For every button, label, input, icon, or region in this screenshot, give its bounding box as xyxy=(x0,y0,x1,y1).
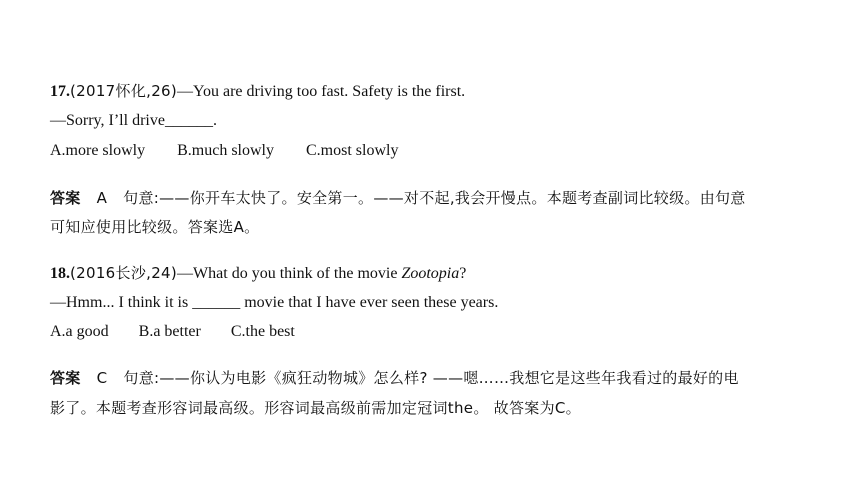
q18-movie-title: Zootopia xyxy=(401,265,460,282)
q17-answer-label: 答案 xyxy=(50,189,81,207)
q18-stem xyxy=(50,263,466,284)
q18-option-c: C.the best xyxy=(230,323,295,340)
q18-source: (2016长沙,24) xyxy=(70,264,178,282)
q17-explanation-line1: 句意:——你开车太快了。安全第一。——对不起,我会开慢点。本题考查副词比较级。由句意 xyxy=(123,189,746,207)
q17-option-c: C.most slowly xyxy=(306,142,399,159)
q18-option-a: A.a good xyxy=(50,323,109,340)
q17-option-a: A.more slowly xyxy=(50,142,146,159)
q17-line2: —Sorry, I’ll drive______. xyxy=(50,112,217,129)
q17-option-b: B.much slowly xyxy=(177,142,274,159)
q18-explanation-line2: 影了。本题考查形容词最高级。形容词最高级前需加定冠词the。 故答案为C。 xyxy=(50,399,581,417)
q18-options xyxy=(50,322,295,342)
q18-option-b: B.a better xyxy=(138,323,201,340)
q18-answer-letter: C xyxy=(96,369,108,387)
q17-options xyxy=(50,141,398,161)
q17-source: (2017怀化,26) xyxy=(70,82,178,100)
q18-stem-end: ? xyxy=(459,265,467,282)
q18-explanation-line1: 句意:——你认为电影《疯狂动物城》怎么样? ——嗯……我想它是这些年我看过的最好的电 xyxy=(123,369,739,387)
q17-explanation-line2: 可知应使用比较级。答案选A。 xyxy=(50,218,260,236)
q18-stem-text: —What do you think of the movie xyxy=(177,265,402,282)
q17-stem xyxy=(50,81,465,102)
q18-answer xyxy=(50,368,739,388)
q17-answer xyxy=(50,188,746,208)
q18-number: 18. xyxy=(50,265,70,282)
q17-answer-letter: A xyxy=(96,189,108,207)
q17-number: 17. xyxy=(50,83,70,100)
q18-answer-label: 答案 xyxy=(50,369,81,387)
q17-stem-text: —You are driving too fast. Safety is the first. xyxy=(177,83,466,100)
q18-line2: —Hmm... I think it is ______ movie that I have ever seen these years. xyxy=(50,294,499,311)
